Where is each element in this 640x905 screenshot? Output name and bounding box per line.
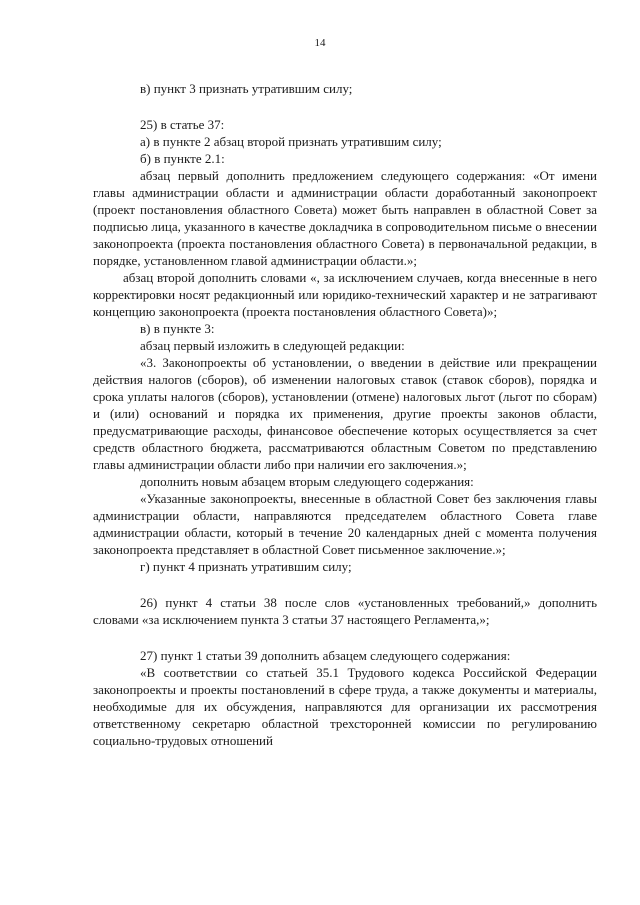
- paragraph-9: «3. Законопроекты об установлении, о введении в действие или прекращении действия налогов (сборов), об изменении налоговых ставок (ставок сборов), порядка и срока уплаты налогов (сборов), установлении (отмене) налоговых льгот (льгот по сборам) и (или) оснований и порядка их применения, другие проекты законов области, предусматривающие расходы, финансовое обеспечение которых осуществляется за счет средств областного бюджета, рассматриваются областным Советом по представлению главы администрации области либо при наличии его заключения.»;: [93, 355, 597, 472]
- paragraph-11: «Указанные законопроекты, внесенные в областной Совет без заключения главы администрации области, направляются председателем областного Совета главе администрации области, который в течение 20 календарных дней с момента получения законопроекта представляет в областной Совет письменное заключение.»;: [93, 491, 597, 557]
- paragraph-1: в) пункт 3 признать утратившим силу;: [140, 81, 353, 96]
- paragraph-3: а) в пункте 2 абзац второй признать утратившим силу;: [140, 134, 442, 149]
- page-number: 14: [314, 37, 326, 49]
- paragraph-7: в) в пункте 3:: [140, 321, 215, 336]
- paragraph-2: 25) в статье 37:: [140, 117, 225, 132]
- paragraph-6: абзац второй дополнить словами «, за исключением случаев, когда внесенные в него корректировки носят редакционный или юридико-технический характер и не затрагивают концепцию законопроекта (проекта постановления областного Совета)»;: [93, 270, 597, 319]
- paragraph-10: дополнить новым абзацем вторым следующего содержания:: [140, 474, 474, 489]
- document-body: [93, 80, 597, 749]
- paragraph-12: г) пункт 4 признать утратившим силу;: [140, 559, 352, 574]
- paragraph-14: 27) пункт 1 статьи 39 дополнить абзацем следующего содержания:: [140, 648, 511, 663]
- paragraph-4: б) в пункте 2.1:: [140, 151, 225, 166]
- paragraph-5: абзац первый дополнить предложением следующего содержания: «От имени главы администрации области и администрации области доработанный законопроект (проект постановления областного Совета) может быть направлен в областной Совет за подписью лица, указанного в качестве докладчика в сопроводительном письме о внесении законопроекта (проекта постановления областного Совета) в первоначальной редакции, в порядке, установленном главой администрации области.»;: [93, 168, 597, 268]
- paragraph-15: «В соответствии со статьей 35.1 Трудового кодекса Российской Федерации законопроекты и проекты постановлений в сфере труда, а также документы и материалы, необходимые для их обсуждения, направляются для организации их рассмотрения ответственному секретарю областной трехсторонней комиссии по регулированию социально-трудовых отношений: [93, 665, 597, 748]
- paragraph-13: 26) пункт 4 статьи 38 после слов «установленных требований,» дополнить словами «за исключением пункта 3 статьи 37 настоящего Регламента,»;: [93, 595, 597, 627]
- paragraph-8: абзац первый изложить в следующей редакции:: [140, 338, 405, 353]
